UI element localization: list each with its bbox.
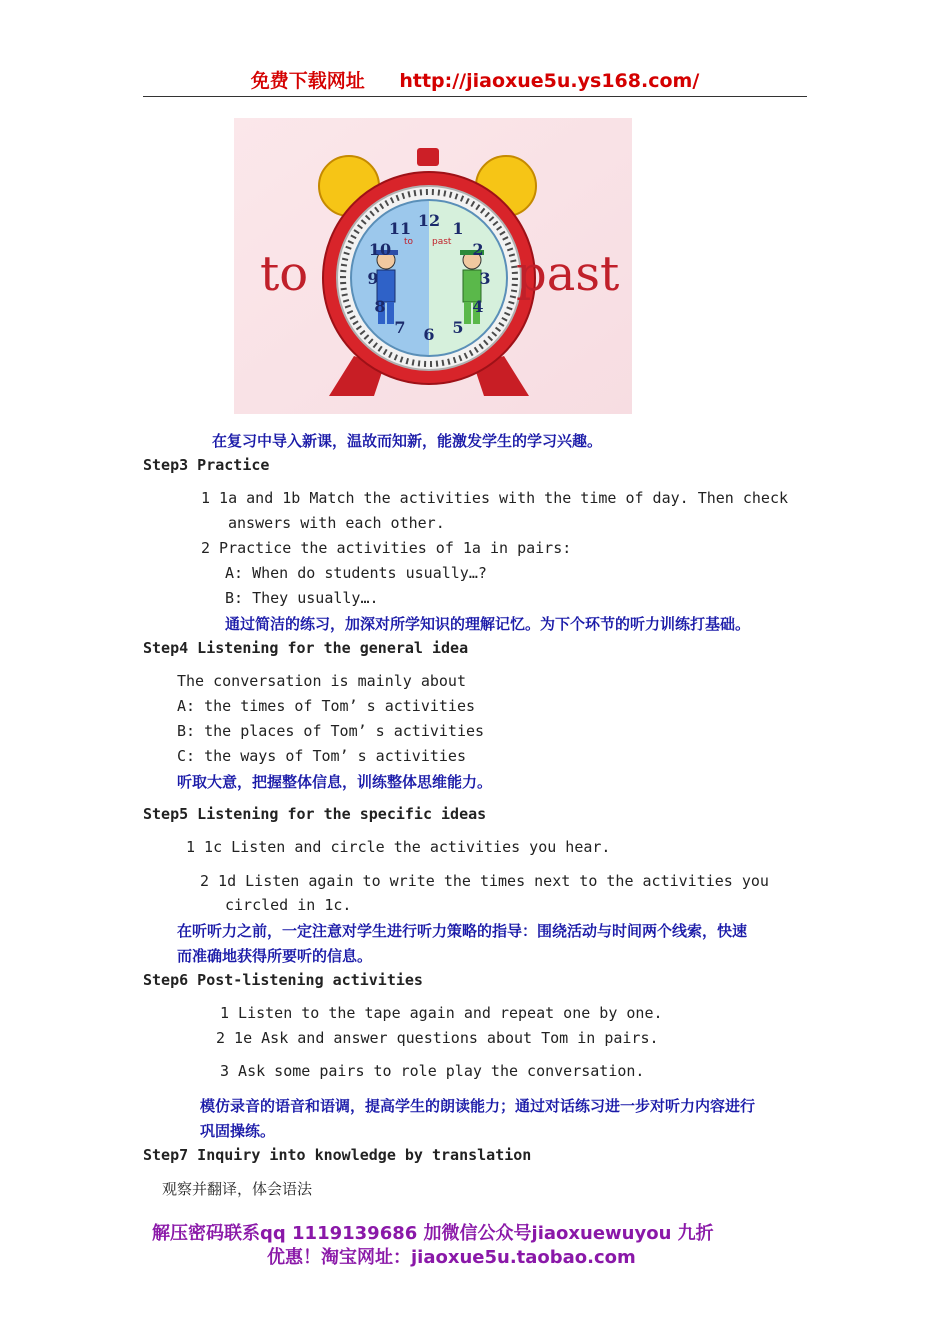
clock-number: 10 [368, 240, 392, 259]
inner-to-label: to [404, 237, 414, 247]
teaching-note-3: 听取大意，把握整体信息，训练整体思维能力。 [177, 773, 493, 791]
clock-number: 8 [374, 297, 386, 316]
clock-number: 3 [479, 269, 491, 288]
clock-number: 4 [472, 297, 484, 316]
clock-number: 6 [423, 325, 435, 344]
footer-line-1: 解压密码联系qq 1119139686 加微信公众号jiaoxuewuyou 九折 [152, 1223, 714, 1244]
header-url[interactable]: http://jiaoxue5u.ys168.com/ [399, 70, 700, 92]
clock-number: 2 [472, 240, 484, 259]
step6-heading: Step6 Post-listening activities [143, 971, 423, 989]
step4-option-a: A: the times of Tom’ s activities [177, 697, 476, 715]
step3-item1: 1 1a and 1b Match the activities with the time of day. Then check [201, 489, 788, 507]
clock-illustration [234, 118, 632, 414]
step5-item2-cont: circled in 1c. [225, 896, 352, 914]
clock-number: 11 [388, 219, 412, 238]
footer-line-2[interactable]: 优惠！淘宝网址：jiaoxue5u.taobao.com [267, 1247, 636, 1268]
step4-question: The conversation is mainly about [177, 672, 466, 690]
clock-number: 5 [452, 318, 464, 337]
step4-heading: Step4 Listening for the general idea [143, 639, 469, 657]
step3-dialog-a: A: When do students usually…? [225, 564, 487, 582]
step5-item1: 1 1c Listen and circle the activities you hear. [186, 838, 611, 856]
teaching-note-5a: 模仿录音的语音和语调，提高学生的朗读能力；通过对话练习进一步对听力内容进行 [200, 1097, 756, 1115]
step6-item2: 2 1e Ask and answer questions about Tom in pairs. [216, 1029, 659, 1047]
teaching-note-2: 通过简洁的练习，加深对所学知识的理解记忆。为下个环节的听力训练打基础。 [225, 615, 751, 633]
step6-item1: 1 Listen to the tape again and repeat one by one. [220, 1004, 663, 1022]
clock-number: 7 [394, 318, 406, 337]
inner-past-label: past [432, 237, 452, 247]
clock-number: 12 [417, 211, 441, 230]
step6-item3: 3 Ask some pairs to role play the conversation. [220, 1062, 645, 1080]
teaching-note-5b: 巩固操练。 [200, 1122, 276, 1140]
step7-instruction: 观察并翻译，体会语法 [162, 1180, 313, 1198]
page-header [143, 66, 807, 97]
step5-heading: Step5 Listening for the specific ideas [143, 805, 487, 823]
clock-number: 9 [367, 269, 379, 288]
header-label: 免费下载网址 [250, 70, 365, 92]
teaching-note-4b: 而准确地获得所要听的信息。 [177, 947, 373, 965]
step7-heading: Step7 Inquiry into knowledge by translation [143, 1146, 532, 1164]
teaching-note-1: 在复习中导入新课，温故而知新，能激发学生的学习兴趣。 [212, 432, 603, 450]
clock-number: 1 [452, 219, 464, 238]
step4-option-c: C: the ways of Tom’ s activities [177, 747, 466, 765]
step3-heading: Step3 Practice [143, 456, 270, 474]
step3-item2: 2 Practice the activities of 1a in pairs: [201, 539, 572, 557]
step5-item2: 2 1d Listen again to write the times next to the activities you [200, 872, 769, 890]
clock-handle [417, 148, 439, 166]
step3-dialog-b: B: They usually…. [225, 589, 379, 607]
step3-item1-cont: answers with each other. [228, 514, 445, 532]
word-past: past [516, 246, 620, 302]
teaching-note-4a: 在听听力之前，一定注意对学生进行听力策略的指导：围绕活动与时间两个线索，快速 [177, 922, 748, 940]
word-to: to [260, 246, 309, 302]
step4-option-b: B: the places of Tom’ s activities [177, 722, 485, 740]
